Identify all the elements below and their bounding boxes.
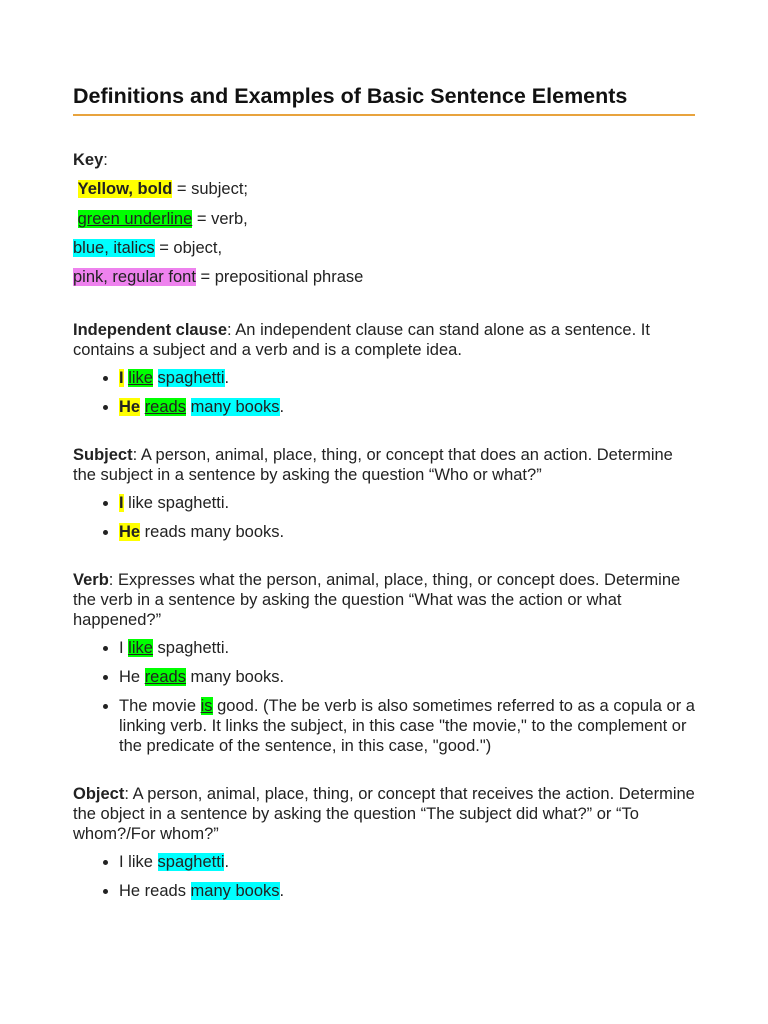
definition: Verb: Expresses what the person, animal, place, thing, or concept does. Determine the verb in a sentence by asking the question “What was the action or what happened?” [73, 571, 681, 630]
key-legend [73, 146, 695, 292]
definition: Subject: A person, animal, place, thing, or concept that does an action. Determine the subject in a sentence by asking the question “Who or what?” [73, 446, 673, 485]
list-item: • He reads many books. [119, 397, 695, 417]
term: Independent clause [73, 321, 228, 340]
verb-swatch: green underline [77, 209, 193, 228]
list-item: • He reads many books. [119, 667, 695, 687]
term: Object [73, 785, 125, 804]
term: Subject [73, 446, 133, 465]
definition: Object: A person, animal, place, thing, or concept that receives the action. Determine the object in a sentence by asking the question “The subject did what?” or “To whom?/For whom?” [73, 785, 695, 844]
example-list [73, 852, 695, 901]
page-title: Definitions and Examples of Basic Sentence Elements [73, 84, 695, 116]
list-item: • I like spaghetti. [119, 852, 695, 872]
list-item: • He reads many books. [119, 881, 695, 901]
list-item: • The movie is good. (The be verb is also sometimes referred to as a copula or a linking verb. It links the subject, in this case "the movie," to the complement or the predicate of the sentence, in this case, "good.") [119, 696, 695, 756]
key-prepositional: pink, regular font = prepositional phrase [73, 268, 364, 287]
section-object [73, 784, 695, 901]
example-list [73, 638, 695, 756]
list-item: • He reads many books. [119, 522, 695, 542]
subject-swatch: Yellow, bold [77, 180, 173, 199]
document-page [73, 84, 695, 901]
key-verb: green underline = verb, [77, 209, 248, 228]
example-list [73, 493, 695, 542]
section-verb [73, 570, 695, 756]
list-item: • I like spaghetti. [119, 493, 695, 513]
definition: Independent clause: An independent clause can stand alone as a sentence. It contains a subject and a verb and is a complete idea. [73, 321, 650, 360]
example-list [73, 368, 695, 417]
list-item: • I like spaghetti. [119, 368, 695, 388]
key-label: Key [73, 151, 104, 169]
list-item: • I like spaghetti. [119, 638, 695, 658]
object-swatch: blue, italics [73, 238, 155, 257]
section-subject [73, 445, 695, 542]
key-subject: Yellow, bold = subject; [77, 180, 248, 199]
section-independent-clause [73, 320, 695, 417]
key-object: blue, italics = object, [73, 238, 223, 257]
key-heading: Key: [73, 151, 108, 169]
term: Verb [73, 571, 109, 590]
prepositional-swatch: pink, regular font [73, 268, 196, 287]
